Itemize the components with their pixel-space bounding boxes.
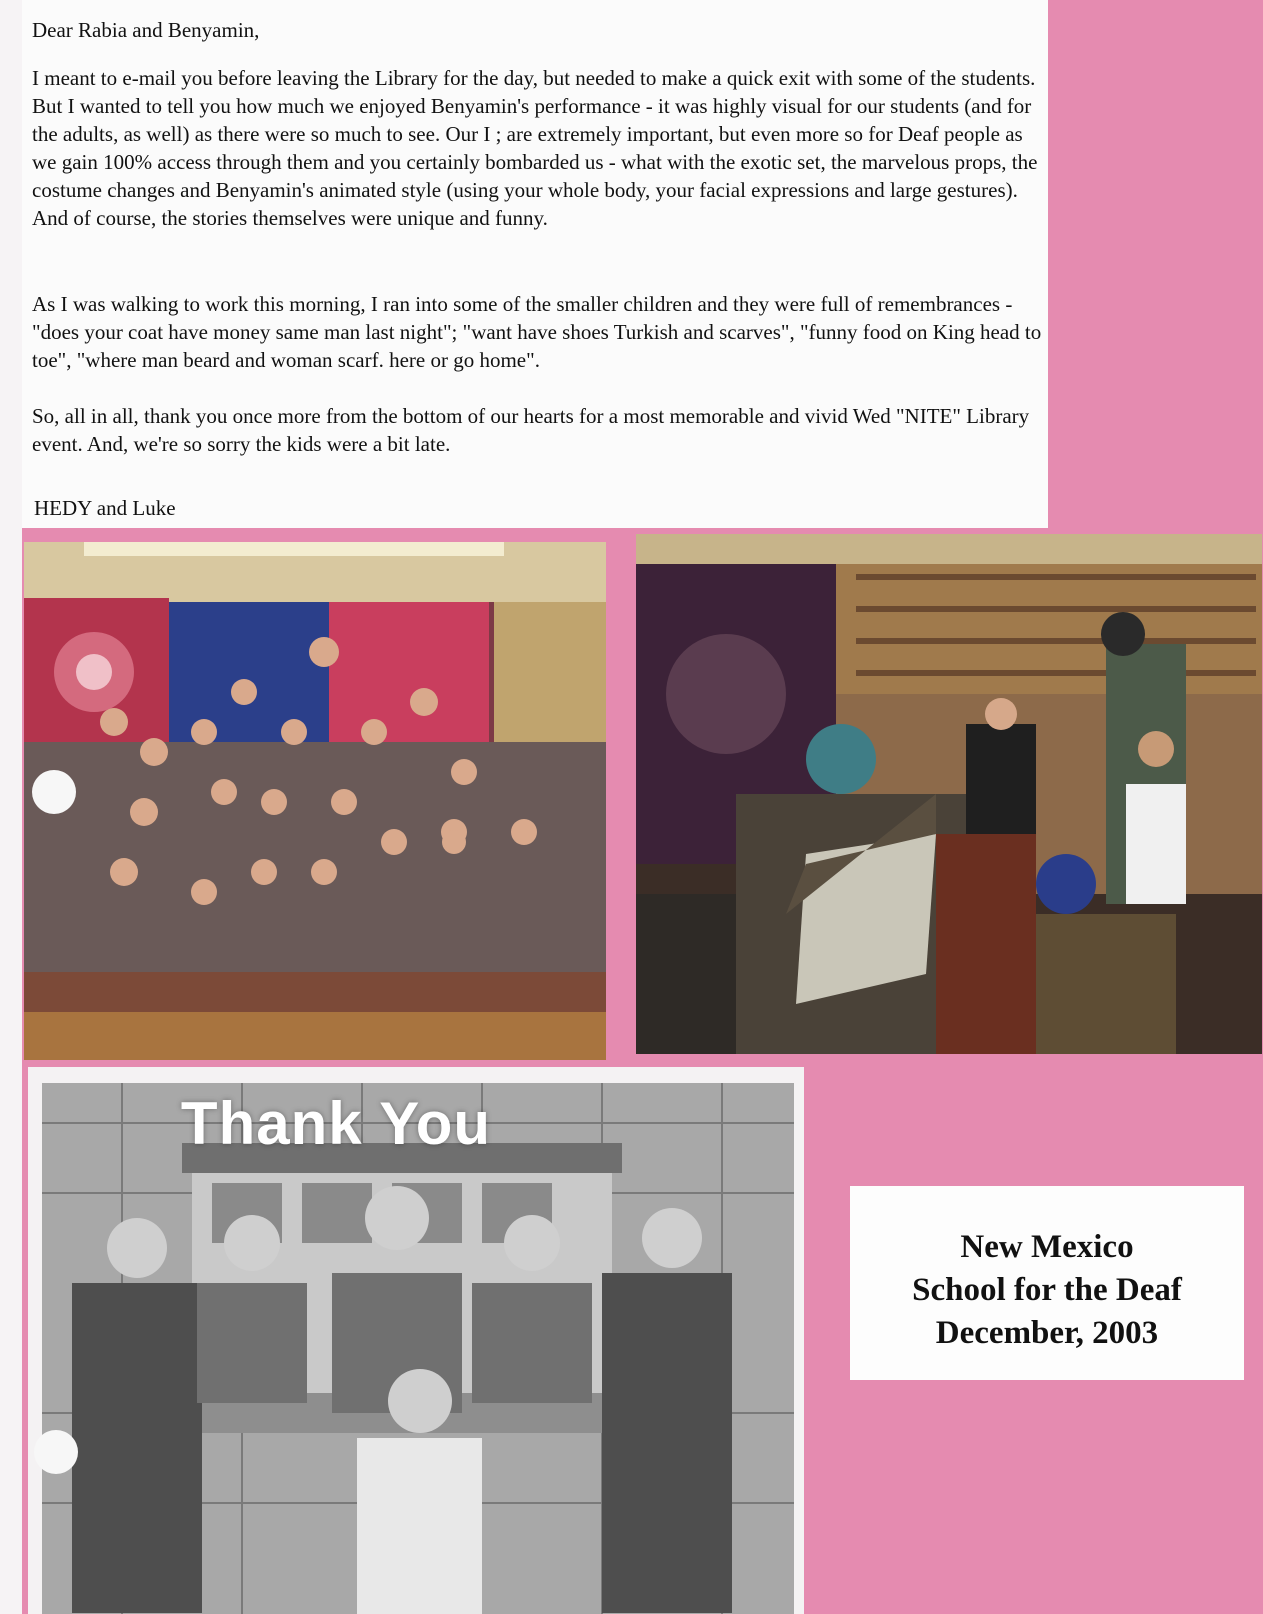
letter-paragraph-3: So, all in all, thank you once more from the bottom of our hearts for a most memorable and vivid Wed "NITE" Library event. And, we're so sorry the kids were a bit late. (32, 404, 1030, 456)
performance-photo-image (636, 534, 1262, 1054)
caption-line-2: School for the Deaf (912, 1272, 1182, 1308)
caption-line-3: December, 2003 (935, 1315, 1159, 1351)
group-photo (24, 542, 606, 1060)
punch-hole-top (32, 770, 76, 814)
page-left-margin (0, 0, 22, 1614)
thank-you-title: Thank You (180, 1090, 492, 1157)
letter-signature: HEDY and Luke (34, 496, 176, 520)
thank-you-card (42, 1083, 794, 1614)
group-photo-image (24, 542, 606, 1060)
letter-panel (22, 0, 1048, 528)
punch-hole-bottom (34, 1430, 78, 1474)
school-caption-label (850, 1186, 1244, 1380)
performance-photo (636, 534, 1262, 1054)
thank-you-card-image (42, 1083, 794, 1614)
letter-paragraph-1: I meant to e-mail you before leaving the Library for the day, but needed to make a quick exit with some of the students. But I wanted to tell you how much we enjoyed Benyamin's performance - it was highly visual for our students (and for the adults, as well) as there were so much to see. Our I ; are extremely important, but even more so for Deaf people as we gain 100% access through them and you certainly bombarded us - what with the exotic set, the marvelous props, the costume changes and Benyamin's animated style (using your whole body, your facial expressions and large gestures). And of course, the stories themselves were unique and funny. (32, 66, 1038, 230)
letter-greeting: Dear Rabia and Benyamin, (32, 18, 260, 42)
letter-paragraph-2: As I was walking to work this morning, I ran into some of the smaller children and they were full of remembrances - "does your coat have money same man last night"; "want have shoes Turkish and scarves", "funny food on King head to toe", "where man beard and woman scarf. here or go home". (32, 292, 1042, 372)
caption-line-1: New Mexico (960, 1229, 1134, 1265)
